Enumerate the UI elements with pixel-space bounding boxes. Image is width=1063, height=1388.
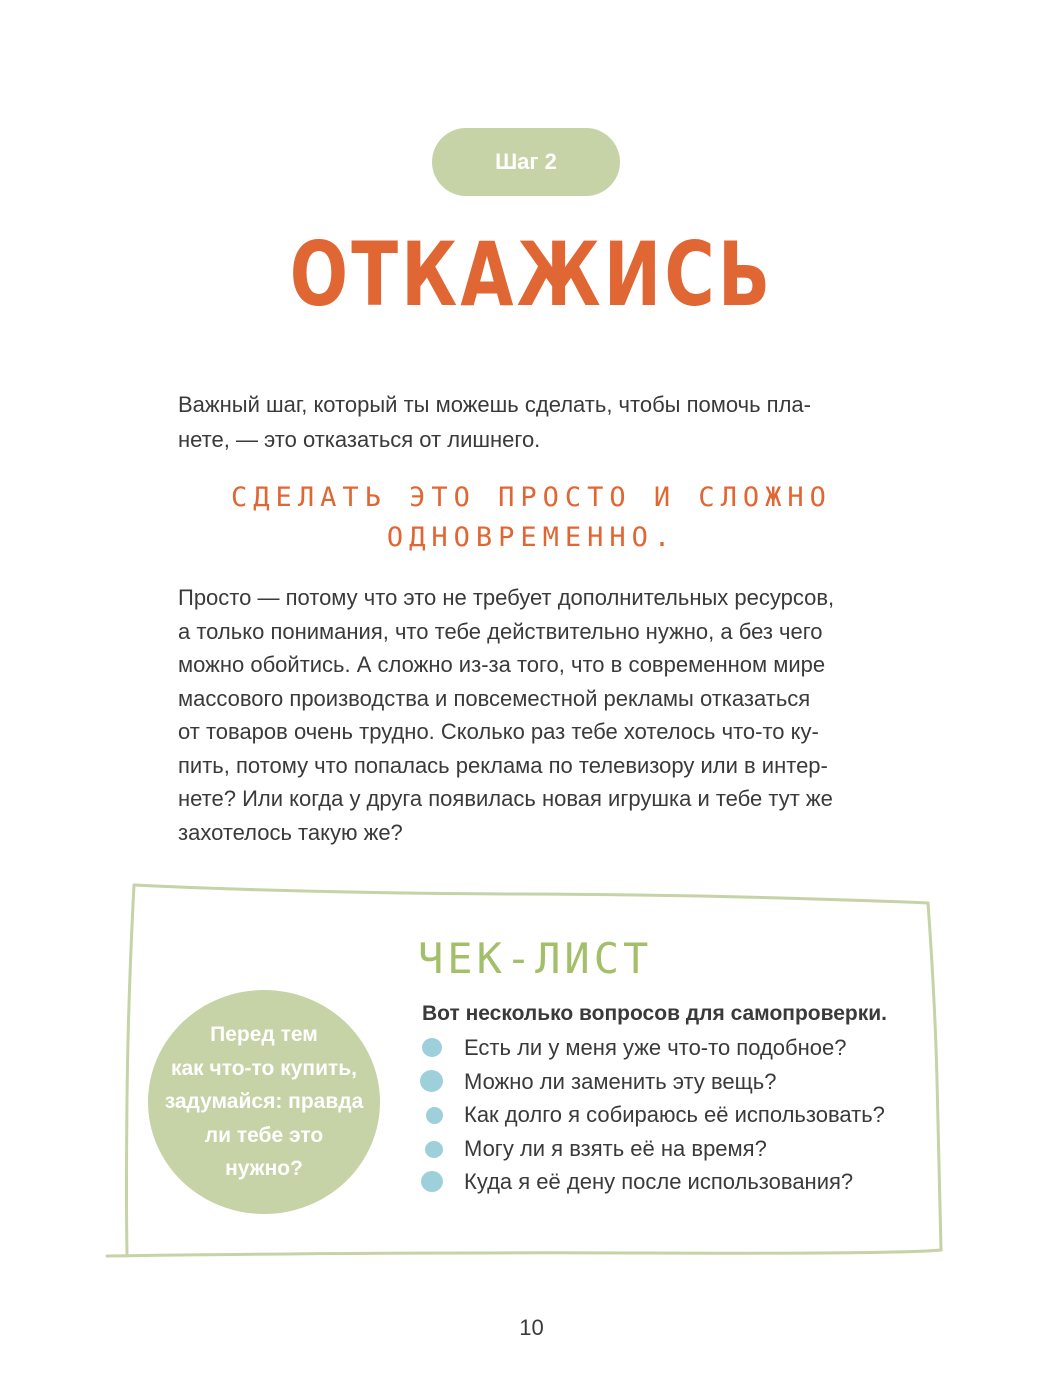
- tip-circle: [148, 990, 380, 1214]
- body-line: пить, потому что попалась реклама по телевизору или в интер-: [178, 752, 828, 778]
- checklist-intro: Вот несколько вопросов для самопроверки.: [422, 1002, 888, 1025]
- tip-line: Перед тем: [210, 1023, 318, 1047]
- checklist: [418, 1031, 885, 1199]
- tip-line: задумайся: правда: [164, 1090, 364, 1114]
- bullet-dot-icon: [425, 1141, 443, 1158]
- body-line: захотелось такую же?: [178, 819, 403, 845]
- checklist-item: [418, 1098, 885, 1132]
- subheading-line: СДЕЛАТЬ ЭТО ПРОСТО И СЛОЖНО: [231, 482, 832, 513]
- checklist-item: [418, 1031, 885, 1065]
- bullet-dot-icon: [426, 1107, 443, 1124]
- checklist-item-label: Есть ли у меня уже что-то подобное?: [464, 1035, 847, 1060]
- bullet-dot-icon: [422, 1038, 442, 1057]
- checklist-item: [418, 1065, 885, 1099]
- body-line: Просто — потому что это не требует дополнительных ресурсов,: [178, 585, 835, 610]
- checklist-item-label: Могу ли я взять её на время?: [464, 1135, 767, 1161]
- intro-line: Важный шаг, который ты можешь сделать, чтобы помочь пла-: [178, 392, 811, 417]
- page-title: ОТКАЖИСЬ: [289, 223, 774, 326]
- checklist-item: [418, 1165, 885, 1199]
- checklist-item-label: Куда я её дену после использования?: [464, 1169, 854, 1194]
- checklist-item-label: Как долго я собираюсь её использовать?: [464, 1102, 885, 1127]
- body-line: можно обойтись. А сложно из-за того, что в современном мире: [178, 652, 826, 677]
- body-line: массового производства и повсеместной рекламы отказаться: [178, 685, 811, 711]
- intro-line: нете, — это отказаться от лишнего.: [178, 427, 541, 452]
- bullet-dot-icon: [421, 1171, 443, 1192]
- tip-line: нужно?: [225, 1157, 303, 1181]
- body-line: а только понимания, что тебе действительно нужно, а без чего: [178, 618, 823, 644]
- body-line: от товаров очень трудно. Сколько раз тебе хотелось что-то ку-: [178, 719, 819, 744]
- checklist-title: ЧЕК-ЛИСТ: [418, 934, 653, 983]
- body-line: нете? Или когда у друга появилась новая игрушка и тебе тут же: [178, 786, 833, 811]
- tip-line: как что-то купить,: [170, 1056, 358, 1080]
- checklist-item: [418, 1132, 885, 1166]
- page-number: 10: [519, 1315, 544, 1340]
- tip-text: [164, 1018, 364, 1186]
- subheading-line: ОДНОВРЕМЕННО.: [386, 522, 677, 553]
- step-label: Шаг 2: [495, 149, 557, 174]
- bullet-dot-icon: [420, 1070, 443, 1092]
- checklist-item-label: Можно ли заменить эту вещь?: [464, 1068, 777, 1094]
- tip-line: ли тебе это: [204, 1123, 324, 1147]
